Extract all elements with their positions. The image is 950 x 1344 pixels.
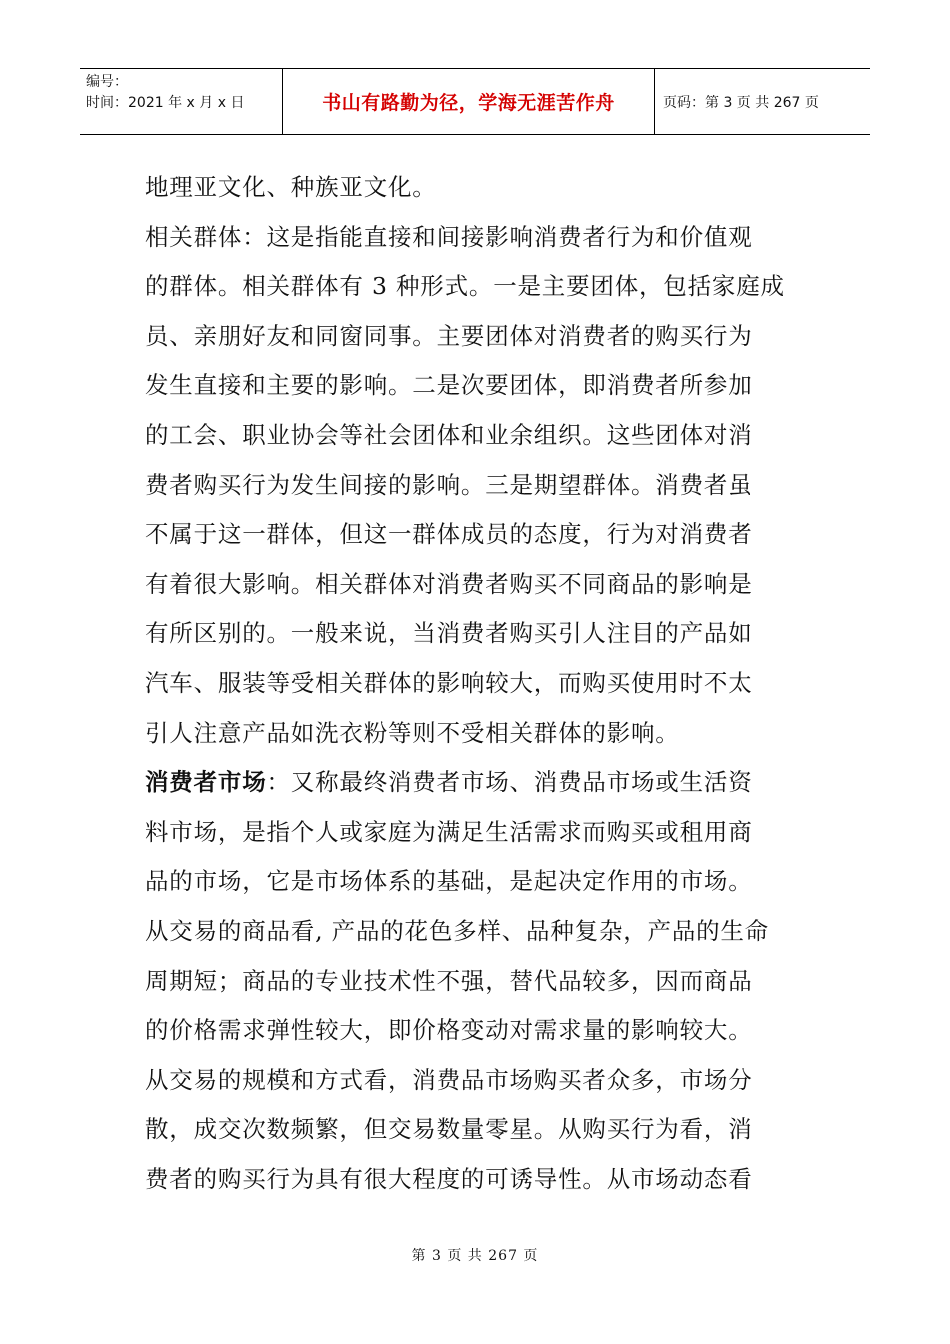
header-page-label: 页码：第 3 页 共 267 页 [663,94,819,111]
body-line: 散，成交次数频繁，但交易数量零星。从购买行为看，消 [145,1115,753,1144]
body-line: 从交易的商品看, 产品的花色多样、品种复杂，产品的生命 [145,916,770,945]
body-line: 相关群体：这是指能直接和间接影响消费者行为和价值观 [145,222,753,251]
defined-term: 消费者市场 [145,768,267,797]
header-motto-cell [283,69,655,134]
body-line: 费者的购买行为具有很大程度的可诱导性。从市场动态看 [145,1164,753,1193]
body-line: 员、亲朋好友和同窗同事。主要团体对消费者的购买行为 [145,321,753,350]
header-page-info [655,69,870,134]
body-line: 料市场，是指个人或家庭为满足生活需求而购买或租用商 [145,817,753,846]
term-definition-text: ：又称最终消费者市场、消费品市场或生活资 [266,768,753,797]
header-motto: 书山有路勤为径，学海无涯苦作舟 [322,92,615,114]
body-line: 地理亚文化、种族亚文化。 [145,173,437,201]
body-line: 引人注意产品如洗衣粉等则不受相关群体的影响。 [145,718,680,747]
body-line: 的群体。相关群体有 3 种形式。一是主要团体，包括家庭成 [145,272,785,301]
body-line: 品的市场，它是市场体系的基础，是起决定作用的市场。 [145,867,753,896]
body-line: 的工会、职业协会等社会团体和业余组织。这些团体对消 [145,420,753,449]
body-line: 不属于这一群体，但这一群体成员的态度，行为对消费者 [145,520,753,549]
body-line: 费者购买行为发生间接的影响。三是期望群体。消费者虽 [145,470,753,499]
term-definition-line [145,758,809,808]
page-header [80,68,870,135]
body-line: 的价格需求弹性较大，即价格变动对需求量的影响较大。 [145,1016,753,1045]
body-line: 从交易的规模和方式看，消费品市场购买者众多，市场分 [145,1065,753,1094]
document-number-label: 编号： [86,74,128,90]
footer-page-number: 第 3 页 共 267 页 [411,1248,539,1264]
body-line: 周期短；商品的专业技术性不强，替代品较多，因而商品 [145,966,753,995]
header-meta [80,69,283,134]
body-line: 汽车、服装等受相关群体的影响较大，而购买使用时不太 [145,668,753,697]
page-footer [0,1245,950,1265]
body-line: 有着很大影响。相关群体对消费者购买不同商品的影响是 [145,569,753,598]
body-line: 发生直接和主要的影响。二是次要团体，即消费者所参加 [145,371,753,400]
body-line: 有所区别的。一般来说，当消费者购买引人注目的产品如 [145,619,753,648]
document-time-label: 时间：2021 年 x 月 x 日 [86,95,245,111]
document-body [145,163,809,1204]
